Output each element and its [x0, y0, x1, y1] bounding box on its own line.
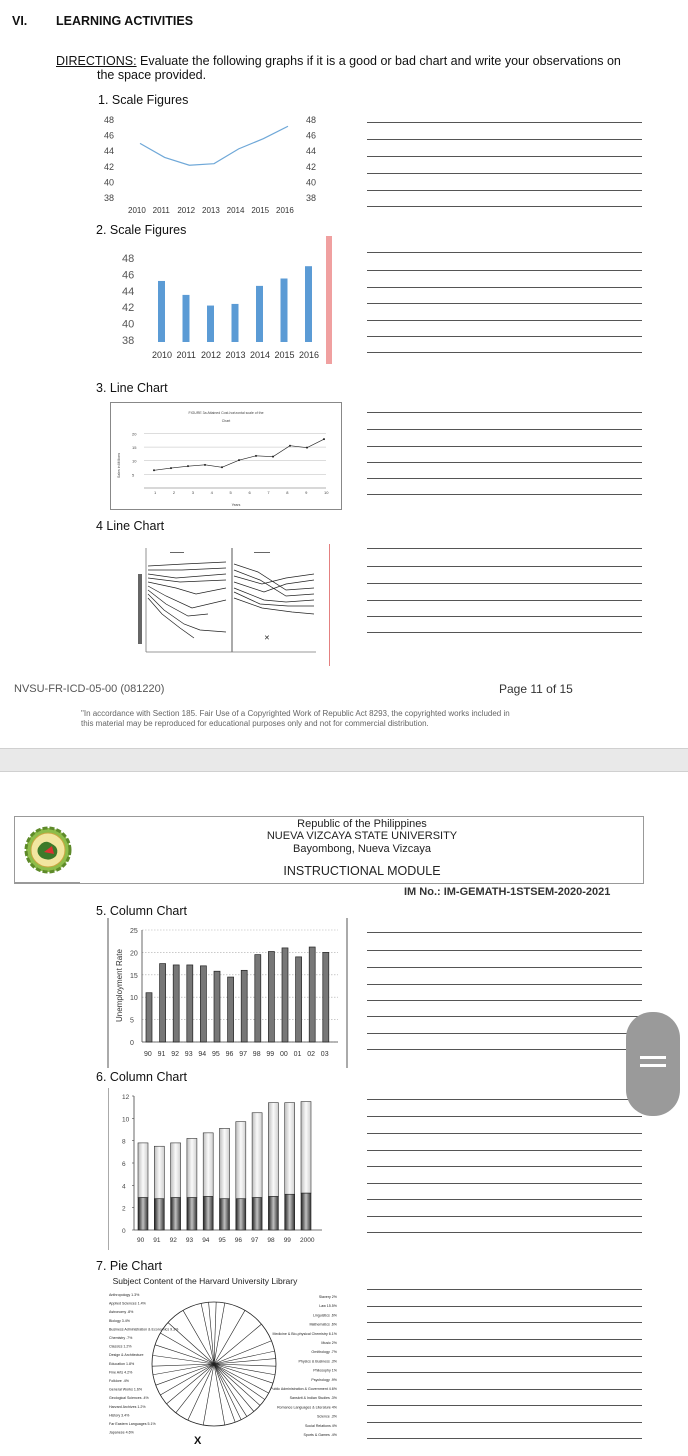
chart-2-ytick: 44: [122, 285, 135, 298]
answer-line[interactable]: [367, 1389, 642, 1390]
chart-7-label-left: Far Eastern Languages 5.1%: [109, 1422, 156, 1426]
chart-6-xtick: 92: [169, 1237, 177, 1244]
chart-3-point: [255, 455, 257, 457]
item-6-label: 6. Column Chart: [96, 1070, 188, 1084]
answer-line[interactable]: [367, 1099, 642, 1100]
answer-line[interactable]: [367, 1166, 642, 1167]
header-logo-cell: [14, 816, 80, 883]
chart-1-ytick-left: 44: [104, 146, 115, 157]
chart-1-ytick-left: 40: [104, 177, 115, 188]
answer-line[interactable]: [367, 352, 642, 353]
chart-5-xtick: 92: [171, 1051, 179, 1058]
chart-2: [118, 236, 340, 364]
chart-5-xtick: 02: [307, 1051, 315, 1058]
chart-1-xtick: 2012: [177, 206, 196, 215]
chart-2-bar: [158, 281, 165, 342]
chart-3-xtick: 2: [172, 490, 176, 495]
chart-5-ylabel: Unemployment Rate: [115, 949, 124, 1022]
chart-6-bar-lower: [220, 1199, 230, 1230]
answer-line[interactable]: [367, 1405, 642, 1406]
answer-line[interactable]: [367, 984, 642, 985]
chart-7-label-left: Geological Sciences .4%: [109, 1396, 149, 1401]
scroll-grip-line-2: [640, 1064, 666, 1067]
chart-5: [104, 918, 348, 1068]
chart-7-label-right: Mathematics .6%: [309, 1322, 337, 1327]
header-line-1: Republic of the Philippines: [297, 818, 427, 830]
chart-2-bar: [281, 279, 288, 343]
answer-line[interactable]: [367, 600, 642, 601]
chart-3-point: [204, 464, 206, 466]
chart-1-ytick-right: 42: [306, 161, 317, 172]
chart-5-bar: [228, 977, 234, 1042]
chart-6-bar-lower: [138, 1198, 148, 1230]
chart-6-xtick: 98: [267, 1237, 275, 1244]
chart-5-bar: [255, 955, 261, 1042]
chart-2-xtick: 2010: [152, 350, 173, 360]
answer-line[interactable]: [367, 566, 642, 567]
chart-7-label-left: History 3.4%: [109, 1413, 130, 1418]
chart-7-label-left: Biology 3.4%: [109, 1318, 130, 1323]
chart-5-ytick: 10: [130, 995, 138, 1003]
chart-6-bar-upper: [154, 1146, 164, 1198]
chart-6-bar-upper: [268, 1103, 278, 1197]
item-3-label: 3. Line Chart: [96, 381, 168, 395]
chart-4-right-lines: [234, 564, 314, 614]
chart-6-ytick: 2: [122, 1205, 126, 1213]
chart-5-xtick: 95: [212, 1051, 220, 1058]
answer-line[interactable]: [367, 583, 642, 584]
chart-6-ytick: 8: [122, 1138, 126, 1146]
answer-line[interactable]: [367, 156, 642, 157]
answer-line[interactable]: [367, 412, 642, 413]
chart-6-bar-lower: [154, 1199, 164, 1230]
chart-5-ytick: 25: [130, 928, 138, 935]
answer-line[interactable]: [367, 206, 642, 207]
chart-6-bar-upper: [171, 1143, 181, 1198]
chart-1-ytick-left: 46: [104, 130, 115, 141]
answer-line[interactable]: [367, 1183, 642, 1184]
chart-6-bar-upper: [285, 1103, 295, 1195]
chart-3-point: [289, 445, 291, 447]
scroll-handle[interactable]: [626, 1012, 680, 1116]
chart-5-xtick: 94: [198, 1051, 207, 1058]
answer-line[interactable]: [367, 1372, 642, 1373]
chart-7-x-mark: X: [194, 1435, 202, 1447]
directions: [56, 54, 621, 68]
chart-3-xtick: 6: [248, 490, 251, 495]
chart-2-xtick: 2011: [176, 350, 196, 360]
item-1-label: 1. Scale Figures: [98, 93, 189, 107]
chart-7-label-right: Romance Languages & Literature 4%: [277, 1405, 337, 1410]
chart-1: [100, 112, 330, 218]
chart-4-marker: ✕: [264, 635, 270, 642]
header-divider: [14, 883, 644, 884]
chart-5-bar: [296, 957, 302, 1042]
item-2-label: 2. Scale Figures: [96, 223, 187, 237]
chart-6-ytick: 12: [122, 1094, 130, 1101]
footer-notice-1: "In accordance with Section 185. Fair Use of a Copyrighted Work of Republic Act 8293, the copyrighted works included in: [81, 709, 510, 718]
chart-2-ytick: 38: [122, 335, 135, 347]
chart-1-ytick-right: 38: [306, 193, 317, 203]
chart-2-bar: [256, 286, 263, 342]
chart-5-ytick: 20: [130, 950, 138, 958]
chart-6-xtick: 91: [153, 1237, 161, 1244]
section-title: LEARNING ACTIVITIES: [56, 14, 194, 28]
answer-line[interactable]: [367, 1339, 642, 1340]
chart-5-bar: [146, 993, 152, 1042]
directions-label: DIRECTIONS:: [56, 54, 137, 68]
chart-7-label-right: Sports & Games .4%: [303, 1433, 337, 1437]
chart-5-xtick: 03: [320, 1051, 329, 1058]
chart-5-bar: [200, 966, 206, 1042]
chart-2-bar: [232, 304, 239, 342]
chart-6-xtick: 97: [251, 1237, 259, 1244]
chart-7-label-left: Astronomy .8%: [109, 1310, 134, 1315]
chart-5-bar: [323, 952, 329, 1042]
chart-1-ytick-left: 48: [104, 115, 115, 125]
answer-line[interactable]: [367, 139, 642, 140]
chart-3-xtick: 5: [229, 490, 232, 495]
chart-3-xtick: 3: [191, 490, 195, 495]
chart-3-point: [187, 465, 189, 467]
chart-7-label-left: Folklore .4%: [109, 1379, 129, 1383]
chart-7-label-left: Fine Arts 4.2%: [109, 1370, 133, 1375]
chart-5-ytick: 0: [130, 1040, 134, 1047]
chart-4: [136, 544, 330, 666]
header-module: INSTRUCTIONAL MODULE: [283, 864, 441, 878]
answer-line[interactable]: [367, 446, 642, 447]
chart-5-bar: [282, 948, 288, 1042]
chart-7-label-left: Japanese 4.6%: [109, 1430, 134, 1435]
chart-6-bar-lower: [236, 1199, 246, 1230]
chart-3-point: [153, 469, 155, 471]
chart-1-xtick: 2015: [251, 206, 270, 215]
chart-7-label-left: General Works 1.6%: [109, 1387, 143, 1392]
answer-line[interactable]: [367, 173, 642, 174]
answer-line[interactable]: [367, 320, 642, 321]
chart-7-label-right: Law 15.5%: [319, 1304, 337, 1309]
chart-6-xtick: 90: [137, 1237, 145, 1244]
header-line-3: Bayombong, Nueva Vizcaya: [293, 843, 431, 855]
chart-3-xtick: 8: [286, 490, 289, 495]
chart-2-bar: [207, 306, 214, 342]
chart-5-xtick: 96: [225, 1051, 234, 1058]
chart-3-xlabel: Years: [231, 503, 241, 507]
university-seal-icon: [16, 818, 80, 882]
chart-7-label-right: Science .3%: [317, 1414, 337, 1419]
chart-6-bar-lower: [268, 1197, 278, 1231]
chart-3-xtick: 9: [305, 490, 308, 495]
chart-3-ytick: 5: [132, 472, 135, 478]
chart-6: [108, 1088, 328, 1250]
answer-line[interactable]: [367, 1000, 642, 1001]
chart-7-label-right: Linguistics .6%: [313, 1313, 337, 1318]
answer-line[interactable]: [367, 303, 642, 304]
answer-line[interactable]: [367, 190, 642, 191]
answer-line[interactable]: [367, 1150, 642, 1151]
footer-notice-2: this material may be reproduced for educational purposes only and not for commercial distribution.: [81, 719, 429, 728]
answer-line[interactable]: [367, 1306, 642, 1307]
chart-7-label-left: Chemistry .7%: [109, 1336, 133, 1340]
answer-line[interactable]: [367, 1356, 642, 1357]
chart-3-ylabel: Sales in Millions: [117, 452, 121, 478]
chart-3-ytick: 20: [132, 431, 137, 437]
chart-1-xtick: 2013: [202, 206, 220, 215]
answer-line[interactable]: [367, 252, 642, 253]
chart-1-xtick: 2016: [276, 206, 294, 215]
chart-6-bar-upper: [138, 1143, 148, 1198]
chart-3-subcaption: Chart: [221, 419, 231, 423]
scroll-grip-line-1: [640, 1056, 666, 1059]
chart-2-bar: [183, 295, 190, 342]
chart-5-xtick: 99: [266, 1051, 275, 1058]
chart-1-ytick-right: 48: [306, 115, 317, 125]
chart-7-label-right: Physics & Business .3%: [298, 1359, 337, 1364]
chart-6-xtick: 94: [202, 1237, 210, 1244]
answer-line[interactable]: [367, 1033, 642, 1034]
answer-line[interactable]: [367, 967, 642, 968]
chart-7-label-left: Business Administration & Economics 9.3%: [109, 1327, 179, 1332]
chart-5-xtick: 97: [239, 1051, 247, 1058]
chart-5-bar: [187, 965, 193, 1042]
chart-3-caption: FIGURE 3a Attained Cost-horizontal scale of the: [188, 411, 264, 415]
answer-line[interactable]: [367, 616, 642, 617]
chart-6-xtick: 2000: [300, 1237, 315, 1244]
answer-line[interactable]: [367, 1232, 642, 1233]
chart-2-ytick: 40: [122, 318, 135, 331]
chart-4-left-lines: [148, 562, 226, 638]
chart-1-xtick: 2014: [226, 206, 245, 215]
answer-line[interactable]: [367, 1133, 642, 1134]
chart-7-label-right: Philosophy 1%: [313, 1368, 337, 1373]
chart-7-label-left: Harvard Archives 1.2%: [109, 1404, 146, 1409]
chart-1-ytick-right: 44: [306, 146, 317, 157]
answer-line[interactable]: [367, 336, 642, 337]
chart-3-point: [272, 456, 274, 458]
chart-5-bar: [160, 964, 166, 1042]
chart-7-label-right: Music 2%: [321, 1341, 337, 1345]
chart-6-bar-lower: [171, 1198, 181, 1230]
chart-2-xtick: 2013: [225, 350, 246, 360]
chart-2-ytick: 42: [122, 302, 135, 315]
chart-7-title: Subject Content of the Harvard University Library: [112, 1276, 298, 1286]
chart-2-ytick: 46: [122, 269, 135, 282]
chart-2-xtick: 2015: [274, 350, 295, 360]
chart-7-label-left: Classics 1.2%: [109, 1344, 132, 1349]
chart-7-label-right: Medicine & Bio-physical Chemistry 6.1%: [272, 1331, 337, 1336]
answer-line[interactable]: [367, 1216, 642, 1217]
chart-1-ytick-right: 40: [306, 177, 317, 188]
answer-line[interactable]: [367, 1199, 642, 1200]
answer-line[interactable]: [367, 1322, 642, 1323]
chart-3: [110, 402, 342, 510]
chart-3-xtick: 1: [154, 490, 157, 495]
chart-3-xtick: 4: [210, 490, 213, 495]
chart-7-label-left: Anthropology 1.3%: [109, 1293, 140, 1297]
chart-6-xtick: 93: [185, 1237, 194, 1244]
chart-1-ytick-left: 38: [104, 193, 115, 203]
answer-line[interactable]: [367, 1049, 642, 1050]
chart-6-bar-upper: [236, 1122, 246, 1199]
answer-line[interactable]: [367, 478, 642, 479]
chart-3-ytick: 15: [132, 445, 137, 451]
chart-6-xtick: 99: [283, 1237, 291, 1244]
chart-6-xtick: 96: [234, 1237, 243, 1244]
chart-7-label-right: Sanskrit & Indian Studies .3%: [289, 1396, 337, 1401]
answer-line[interactable]: [367, 122, 642, 123]
chart-1-xtick: 2011: [152, 206, 170, 215]
chart-5-ytick: 15: [130, 972, 138, 980]
chart-5-xtick: 93: [184, 1051, 193, 1058]
header-line-2: NUEVA VIZCAYA STATE UNIVERSITY: [266, 830, 458, 842]
chart-7-label-left: Design & Architecture: [109, 1353, 144, 1358]
chart-3-xtick: 7: [267, 490, 270, 495]
chart-6-ytick: 6: [122, 1161, 126, 1168]
answer-line[interactable]: [367, 462, 642, 463]
chart-2-ytick: 48: [122, 253, 135, 265]
section-number: VI.: [12, 14, 28, 28]
chart-6-bar-upper: [252, 1113, 262, 1198]
chart-6-bar-upper: [187, 1138, 197, 1197]
chart-3-point: [170, 467, 172, 469]
item-7-label: 7. Pie Chart: [96, 1259, 163, 1273]
chart-6-ytick: 0: [122, 1228, 126, 1235]
footer-code: NVSU-FR-ICD-05-00 (081220): [14, 683, 165, 695]
chart-7-label-left: Applied Sciences 1.4%: [109, 1301, 146, 1306]
answer-line[interactable]: [367, 494, 642, 495]
page-gap: [0, 748, 688, 772]
im-number: IM No.: IM-GEMATH-1STSEM-2020-2021: [404, 886, 611, 898]
answer-line[interactable]: [367, 632, 642, 633]
directions-text: Evaluate the following graphs if it is a good or bad chart and write your observations on: [136, 54, 621, 68]
answer-line[interactable]: [367, 270, 642, 271]
chart-7-label-right: Ornithology .7%: [311, 1350, 337, 1355]
chart-7-label-right: Slavery 2%: [318, 1295, 337, 1299]
chart-6-bar-lower: [203, 1197, 213, 1231]
directions-text-2: the space provided.: [97, 68, 207, 82]
chart-5-xtick: 91: [157, 1051, 166, 1058]
chart-3-ytick: 10: [132, 458, 137, 464]
chart-5-xtick: 00: [280, 1051, 288, 1058]
chart-1-ytick-right: 46: [306, 130, 317, 141]
answer-line[interactable]: [367, 429, 642, 430]
chart-5-bar: [268, 952, 274, 1042]
chart-7: [108, 1272, 338, 1448]
item-5-label: 5. Column Chart: [96, 904, 188, 918]
chart-1-ytick-left: 42: [104, 161, 115, 172]
chart-6-ytick: 4: [122, 1183, 126, 1191]
chart-7-label-right: Social Relations 4%: [305, 1423, 337, 1428]
chart-7-label-left: Education 1.8%: [109, 1361, 135, 1366]
chart-5-ytick: 5: [130, 1017, 134, 1025]
answer-line[interactable]: [367, 1116, 642, 1117]
chart-7-label-right: Psychology .9%: [311, 1377, 337, 1382]
chart-3-point: [306, 447, 308, 449]
chart-5-bar: [214, 971, 220, 1042]
chart-5-bar: [241, 970, 247, 1042]
answer-line[interactable]: [367, 548, 642, 549]
chart-6-bar-lower: [187, 1198, 197, 1230]
answer-line[interactable]: [367, 1438, 642, 1439]
chart-6-bar-upper: [301, 1102, 311, 1194]
chart-2-xtick: 2014: [250, 350, 271, 360]
answer-line[interactable]: [367, 950, 642, 951]
chart-6-ytick: 10: [122, 1116, 130, 1124]
chart-7-label-right: Public Administration & Government 4.6%: [270, 1387, 337, 1391]
chart-6-bar-upper: [203, 1133, 213, 1197]
chart-5-bar: [309, 947, 315, 1042]
chart-6-bar-upper: [220, 1128, 230, 1198]
chart-6-bar-lower: [252, 1198, 262, 1230]
chart-1-xtick: 2010: [128, 206, 146, 215]
chart-5-xtick: 01: [293, 1051, 302, 1058]
chart-5-bar: [173, 965, 179, 1042]
answer-line[interactable]: [367, 932, 642, 933]
chart-1-line: [140, 126, 288, 165]
chart-5-xtick: 90: [144, 1051, 152, 1058]
chart-6-xtick: 95: [218, 1237, 226, 1244]
chart-3-xtick: 10: [324, 490, 329, 495]
answer-line[interactable]: [367, 1422, 642, 1423]
footer-page-number: Page 11 of 15: [499, 682, 573, 696]
chart-3-point: [238, 459, 240, 461]
answer-line[interactable]: [367, 1289, 642, 1290]
chart-3-point: [323, 438, 325, 440]
chart-6-bar-lower: [285, 1194, 295, 1230]
item-4-label: 4 Line Chart: [96, 519, 165, 533]
answer-line[interactable]: [367, 287, 642, 288]
chart-2-bar: [305, 266, 312, 342]
chart-6-bar-lower: [301, 1193, 311, 1230]
answer-line[interactable]: [367, 1016, 642, 1017]
chart-5-xtick: 98: [252, 1051, 261, 1058]
chart-2-edge: [326, 236, 332, 364]
chart-2-xtick: 2012: [201, 350, 222, 360]
chart-2-xtick: 2016: [299, 350, 320, 360]
chart-3-point: [221, 466, 223, 468]
